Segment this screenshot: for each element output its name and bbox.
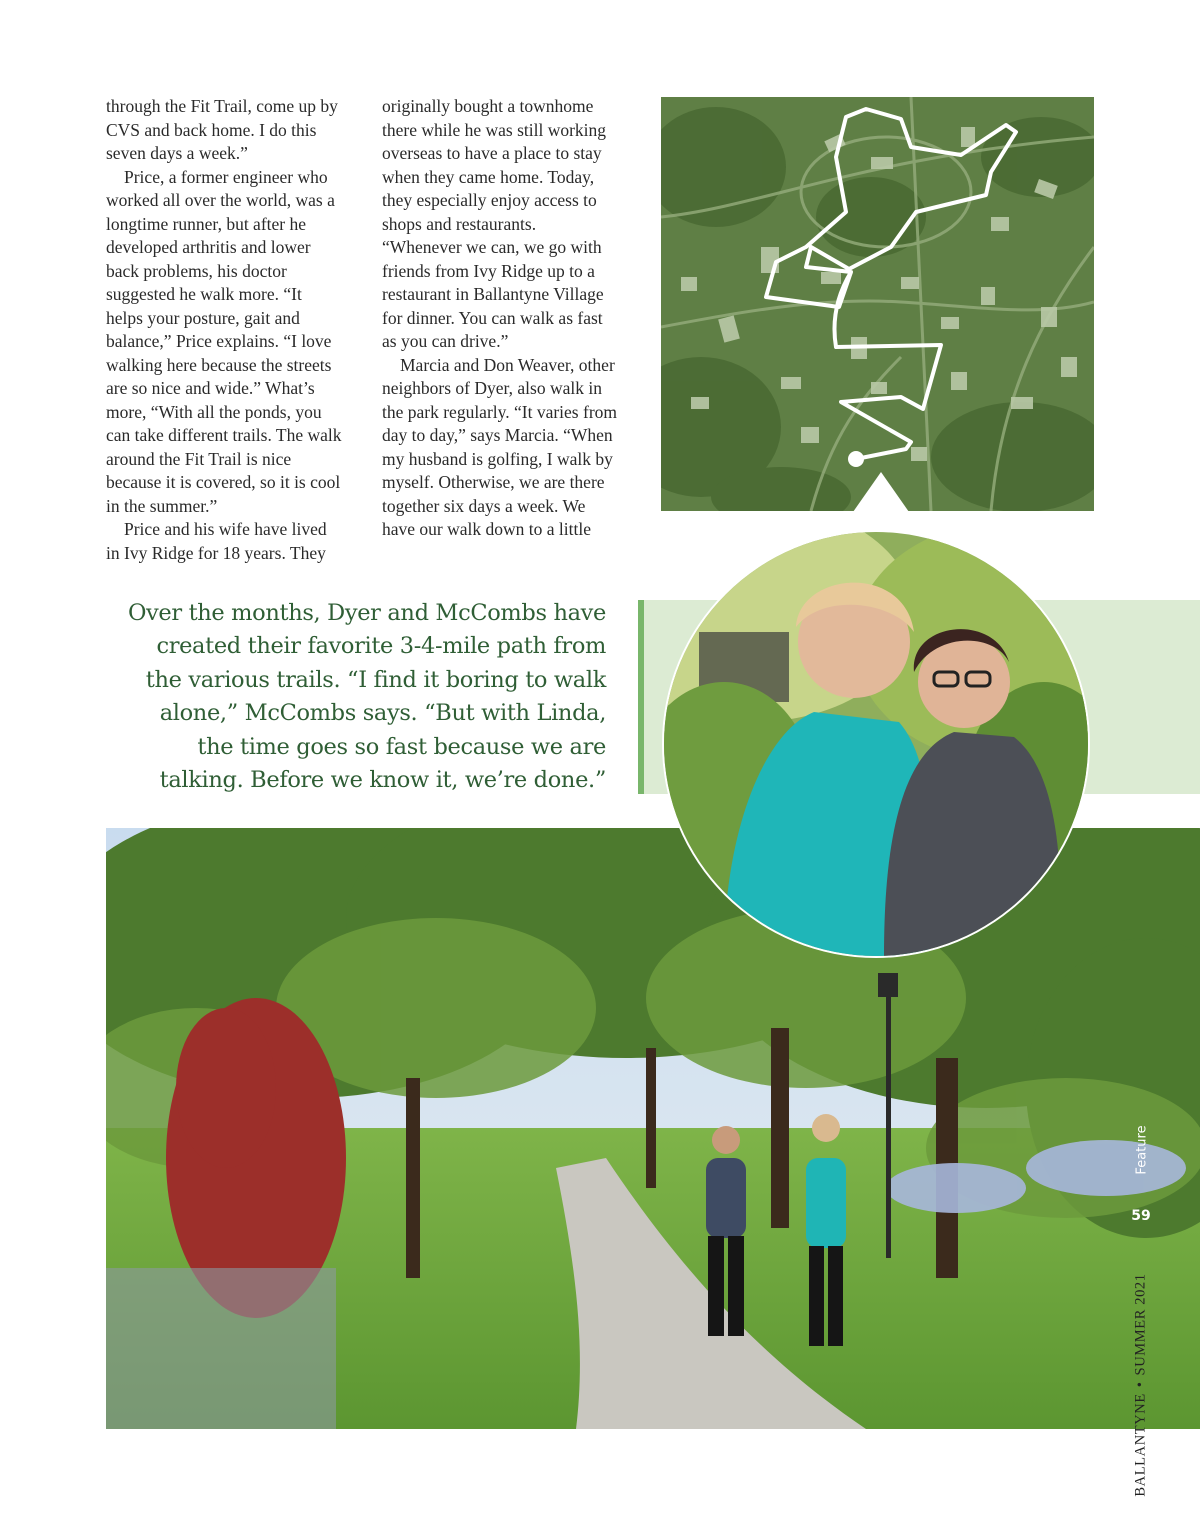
paragraph: Price, a former engineer who worked all over the world, was a longtime runner, but after he developed arthritis and lower back problems, his doctor suggested he walk more. “It helps your posture, gait and balance,” Price explains. “I love walking here because the streets are so nice and wide.” What’s more, “With all the ponds, you can take different trails. The walk around the Fit Trail is nice because it is covered, so it is cool in the summer.”: [106, 166, 342, 516]
paragraph: Price and his wife have lived in Ivy Ridge for 18 years. They: [106, 519, 327, 563]
aerial-route-map: [661, 97, 1094, 511]
footer-separator: •: [1132, 1381, 1149, 1388]
paragraph: through the Fit Trail, come up by CVS and back home. I do this seven days a week.”: [106, 96, 338, 163]
pull-quote-rule: [638, 600, 644, 794]
issue-label: SUMMER 2021: [1132, 1273, 1149, 1376]
section-label: Feature: [1134, 1125, 1150, 1175]
map-pointer-triangle: [853, 472, 909, 512]
article-column-1: [106, 95, 342, 565]
paragraph: Marcia and Don Weaver, other neighbors of Dyer, also walk in the park regularly. “It varies from day to day,” says Marcia. “When my husband is golfing, I walk by myself. Otherwise, we are there together six days a week. We have our walk down to a little: [382, 354, 618, 539]
paragraph: originally bought a townhome there while he was still working overseas to have a place to stay when they came home. Today, they especially enjoy access to shops and restaurants. “Whenever we can, we go with friends from Ivy Ridge up to a restaurant in Ballantyne Village for dinner. You can walk as fast as you can drive.”: [382, 96, 607, 351]
article-column-2: [382, 95, 618, 542]
magazine-name: BALLANTYNE: [1132, 1393, 1149, 1497]
park-walkers-photo: [106, 828, 1200, 1429]
pull-quote: Over the months, Dyer and McCombs have created their favorite 3-4-mile path from the various trails. “I find it boring to walk alone,” McCombs says. “But with Linda, the time goes so fast because we are talking. Before we know it, we’re done.”: [127, 600, 606, 794]
portrait-photo: [664, 532, 1088, 956]
running-footer: [1133, 1273, 1150, 1496]
page-number: 59: [1131, 1208, 1151, 1224]
